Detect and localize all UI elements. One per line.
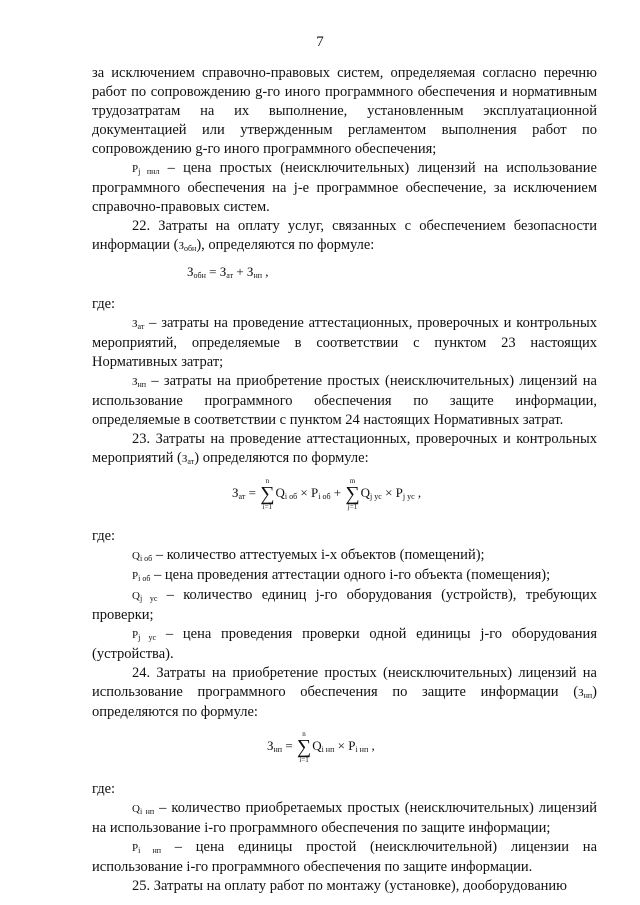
- formula-operator: +: [330, 484, 345, 500]
- formula-attestation-costs: [232, 477, 597, 511]
- symbol-subscript: нп: [137, 380, 147, 389]
- formula-subscript: нп: [273, 744, 283, 754]
- where-label: где:: [92, 296, 116, 312]
- paragraph-text: 24. Затраты на приобретение простых (неисключительных) лицензий на использование программного обеспечения по защите информации (: [92, 665, 597, 700]
- symbol: P: [132, 842, 139, 854]
- formula-subscript: ат: [238, 491, 246, 501]
- formula-operator: =: [205, 264, 220, 279]
- paragraph-text: 25. Затраты на оплату работ по монтажу (установке), дооборудованию: [132, 878, 567, 894]
- formula-term: P: [395, 484, 403, 500]
- formula-punctuation: ,: [414, 484, 422, 500]
- formula-term: З: [232, 484, 239, 500]
- definition-text: – цена проведения аттестации одного i-го объекта (помещения);: [150, 567, 551, 583]
- formula-subscript: i об: [318, 491, 331, 501]
- symbol-subscript: i нп: [138, 846, 162, 855]
- symbol-subscript: j ус: [138, 633, 157, 642]
- definition-z-at: [92, 314, 597, 372]
- formula-subscript: i нп: [355, 744, 369, 754]
- formula-operator: ×: [334, 737, 349, 753]
- definition-text: – цена проведения проверки одной единицы j-го оборудования (устройства).: [92, 626, 597, 662]
- sigma-symbol: ∑: [260, 483, 275, 505]
- definition-text: – затраты на проведение аттестационных, проверочных и контрольных мероприятий, определяемые в соответствии с пунктом 23 настоящих Нормативных затрат;: [92, 315, 597, 370]
- sigma-symbol: ∑: [296, 736, 312, 758]
- formula-punctuation: ,: [368, 737, 375, 753]
- definition-text: – цена единицы простой (неисключительной) лицензии на использование i-го программного обеспечения по защите информации.: [92, 839, 597, 875]
- symbol: Q: [132, 590, 140, 602]
- definition-p-j-us: [92, 625, 597, 664]
- formula-term: P: [311, 484, 319, 500]
- formula-operator: ×: [381, 484, 396, 500]
- formula-subscript: i нп: [321, 744, 335, 754]
- paragraph-24: [92, 664, 597, 722]
- definition-q-j-us: [92, 586, 597, 625]
- definition-text: – затраты на приобретение простых (неисключительных) лицензий на использование программного обеспечения по защите информации, определяемые в соответствии с пунктом 24 настоящих Нормативных затрат.: [92, 373, 597, 428]
- definition-p-i-ob: [92, 566, 597, 586]
- formula-operator: +: [233, 264, 247, 279]
- summation-sign: [345, 477, 359, 511]
- formula-term: P: [348, 737, 356, 753]
- sigma-symbol: ∑: [345, 483, 360, 505]
- sum-upper-limit: n: [265, 477, 270, 485]
- symbol: Q: [132, 803, 140, 815]
- definition-q-i-ob: [92, 546, 597, 566]
- symbol-subscript: j ус: [139, 594, 158, 603]
- formula-term: З: [267, 737, 274, 753]
- definition-text: – цена простых (неисключительных) лицензий на использование программного обеспечения на j-е программное обеспечение, за исключением справочно-правовых систем.: [92, 160, 597, 215]
- symbol: З: [132, 318, 138, 330]
- symbol: Q: [132, 550, 140, 562]
- symbol-subscript: обн: [183, 244, 197, 253]
- formula-term: З: [187, 264, 194, 279]
- sum-upper-limit: m: [349, 477, 356, 485]
- formula-term: З: [246, 264, 254, 279]
- formula-term: Q: [312, 737, 322, 753]
- paragraph-text: ), определяются по формуле:: [196, 237, 375, 253]
- formula-subscript: обн: [193, 271, 206, 280]
- formula-term: З: [219, 264, 227, 279]
- page-number: 7: [316, 34, 324, 50]
- formula-subscript: ат: [226, 271, 234, 280]
- symbol: P: [132, 570, 139, 582]
- paragraph-continuation: [92, 64, 597, 159]
- definition-p-j-pnl: [92, 159, 597, 217]
- where-label: где:: [92, 528, 116, 544]
- symbol: P: [132, 629, 139, 641]
- sum-lower-limit: i=1: [299, 756, 309, 764]
- formula-operator: =: [245, 484, 260, 500]
- sum-lower-limit: j=1: [347, 503, 358, 511]
- definition-text: – количество единиц j-го оборудования (устройств), требующих проверки;: [92, 587, 597, 623]
- definition-text: – количество приобретаемых простых (неисключительных) лицензий на использование i-го программного обеспечения по защите информации;: [92, 800, 597, 836]
- symbol-subscript: i об: [138, 574, 151, 583]
- paragraph-23: [92, 430, 597, 469]
- formula-subscript: нп: [253, 271, 262, 280]
- symbol-subscript: нп: [583, 691, 593, 700]
- symbol-subscript: ат: [137, 322, 145, 331]
- formula-punctuation: ,: [262, 264, 269, 279]
- sum-lower-limit: i=1: [262, 503, 273, 511]
- symbol: З: [132, 376, 138, 388]
- symbol-subscript: ат: [187, 457, 195, 466]
- formula-license-costs: [267, 730, 597, 764]
- summation-sign: [260, 477, 274, 511]
- definition-q-i-np: [92, 799, 597, 838]
- definition-z-np: [92, 372, 597, 430]
- symbol: З: [178, 240, 184, 252]
- definition-text: – количество аттестуемых i-х объектов (помещений);: [152, 547, 485, 563]
- formula-security-costs: [187, 262, 597, 281]
- formula-subscript: i об: [284, 491, 298, 501]
- symbol-subscript: i об: [139, 554, 153, 563]
- symbol-subscript: j пнл: [138, 167, 160, 176]
- symbol-subscript: i нп: [139, 807, 155, 816]
- definition-p-i-np: [92, 838, 597, 877]
- paragraph-text: ) определяются по формуле:: [194, 450, 369, 466]
- document-body: [92, 64, 597, 896]
- paragraph-25: [92, 877, 597, 896]
- formula-term: Q: [275, 484, 285, 500]
- formula-term: Q: [360, 484, 371, 500]
- paragraph-22: [92, 217, 597, 256]
- symbol: P: [132, 163, 139, 175]
- paragraph-text: ) определяются по формуле:: [92, 684, 597, 720]
- symbol: З: [181, 453, 188, 465]
- formula-subscript: j ус: [370, 491, 382, 501]
- formula-subscript: j ус: [402, 491, 415, 501]
- sum-upper-limit: n: [302, 730, 306, 738]
- paragraph-text: 23. Затраты на проведение аттестационных, проверочных и контрольных мероприятий (: [92, 431, 597, 466]
- summation-sign: [297, 730, 311, 764]
- paragraph-text: за исключением справочно-правовых систем, определяемая согласно перечню работ по сопровождению g-го иного программного обеспечения и нормативным трудозатратам на их выполнение, установленным эксплуатационной документацией или утвержденным регламентом выполнения работ по сопровождению g-го иного программного обеспечения;: [92, 65, 597, 157]
- formula-operator: =: [282, 737, 296, 753]
- paragraph-text: 22. Затраты на оплату услуг, связанных с обеспечением безопасности информации (: [92, 218, 597, 253]
- where-label: где:: [92, 781, 116, 797]
- symbol: З: [578, 687, 584, 699]
- formula-operator: ×: [297, 484, 311, 500]
